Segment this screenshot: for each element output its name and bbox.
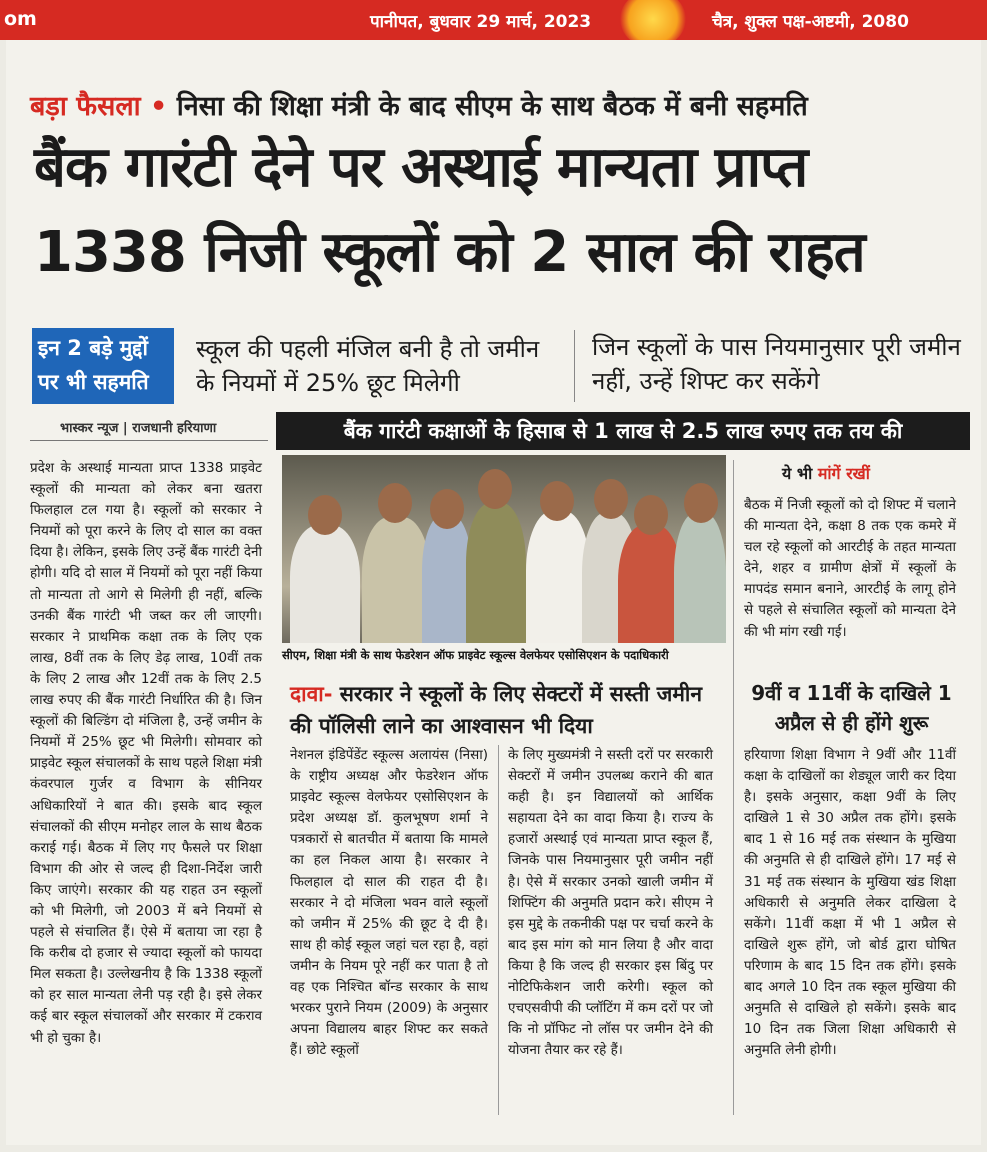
column-divider (498, 745, 499, 1115)
photo-figure-head (634, 495, 668, 535)
demands-heading (782, 462, 870, 484)
claim-story-text-2: के लिए मुख्यमंत्री ने सस्ती दरों पर सरकारी सेक्टरों में जमीन उपलब्ध कराने की बात कही है। इन विद्यालयों को आर्थिक सहायता देने का वादा किया है। राज्य के हजारों अस्थाई एवं मान्यता प्राप्त स्कूल हैं, जिनके पास नियमानुसार पूरी जमीन नहीं है। ऐसे में सरकार उनको खाली जमीन में शिफ्टिंग की अनुमति प्रदान करे। सीएम ने इस मुद्दे के तकनीकी पक्ष पर चर्चा करने के बाद इस मांग को मान लिया है और वादा किया है कि जल्द ही सरकार इस बिंदु पर नोटिफिकेशन जारी करेगी। स्कूल को एचएसवीपी की प्लॉटिंग में कम दरों पर जो कि नो प्रॉफिट नो लॉस पर जमीन देने की योजना तैयार कर रहे हैं। (508, 747, 713, 1059)
site-fragment: om (4, 8, 37, 30)
kicker-text: निसा की शिक्षा मंत्री के बाद सीएम के साथ बैठक में बनी सहमति (176, 91, 808, 122)
headline-line-2: 1338 निजी स्कूलों को 2 साल की राहत (34, 220, 865, 285)
masthead-bar (0, 0, 987, 40)
photo-figure (466, 503, 526, 643)
demands-heading-prefix: ये भी (782, 464, 813, 483)
admissions-text: हरियाणा शिक्षा विभाग ने 9वीं और 11वीं कक्षा के दाखिलों का शेड्यूल जारी कर दिया है। इसके अनुसार, कक्षा 9वीं के लिए दाखिले 1 से 30 अप्रैल तक होंगे। इसके बाद 1 से 16 मई तक संस्थान के मुखिया की अनुमति से ही दाखिले होंगे। 17 मई से 31 मई तक संस्थान के मुखिया खंड शिक्षा अधिकारी से अनुमति लेकर दाखिला दे सकेंगे। 11वीं कक्षा में भी 1 अप्रैल से दाखिले शुरू होंगे, जो बोर्ड द्वारा घोषित परिणाम के बाद 15 दिन तक होंगे। इसके बाद अगले 10 दिन तक स्कूल मुखिया की अनुमति से दाखिले हो सकेंगे। इसके बाद 10 दिन तक जिला शिक्षा अधिकारी से अनुमति लेनी होगी। (744, 747, 956, 1059)
tithi-date: चैत्र, शुक्ल पक्ष-अष्टमी, 2080 (712, 12, 909, 32)
demands-text: बैठक में निजी स्कूलों को दो शिफ्ट में चलाने की मान्यता देने, कक्षा 8 तक एक कमरे में चल रहे स्कूलों को आरटीई के तहत मान्यता देने, शहर व ग्रामीण क्षेत्रों में स्कूलों के मापदंड समान बनाने, आरटीई के लागू होने से पहले से संचालित स्कूलों को मान्यता देने की भी मांग रखी गई। (744, 497, 956, 640)
kicker-label: बड़ा फैसला (30, 91, 141, 122)
byline: भास्कर न्यूज | राजधानी हरियाणा (60, 421, 217, 436)
photo-figure-head (540, 481, 574, 521)
kicker (30, 86, 808, 123)
photo-figure (674, 513, 726, 643)
subhead-band: बैंक गारंटी कक्षाओं के हिसाब से 1 लाख से 2.5 लाख रुपए तक तय की (276, 412, 970, 450)
photo-figure (526, 511, 590, 643)
photo-figure (362, 517, 430, 643)
photo-caption: सीएम, शिक्षा मंत्री के साथ फेडरेशन ऑफ प्राइवेट स्कूल्स वेलफेयर एसोसिएशन के पदाधिकारी (282, 648, 669, 662)
photo-figure-head (684, 483, 718, 523)
agreement-box-line-2: पर भी सहमति (38, 370, 149, 394)
photo-figure-head (430, 489, 464, 529)
admissions-heading: 9वीं व 11वीं के दाखिले 1 अप्रैल से ही होंगे शुरू (751, 681, 952, 735)
photo-figure (290, 525, 360, 643)
main-story-text: प्रदेश के अस्थाई मान्यता प्राप्त 1338 प्राइवेट स्कूलों की मान्यता को लेकर बना खतरा फिलहाल टल गया है। स्कूलों को सरकार ने नियमों को पूरा करने के लिए दो साल का वक्त दिया है। लेकिन, इसके लिए उन्हें बैंक गारंटी देनी होगी। यदि दो साल में नियमों को पूरा नहीं किया तो मान्यता तो आगे से मिलेगी ही नहीं, बल्कि उनकी बैंक गारंटी भी जब्त कर ली जाएगी। सरकार ने प्राथमिक कक्षा तक के लिए एक लाख, 8वीं तक के लिए डेढ़ लाख, 10वीं तक के लिए 2 लाख और 12वीं तक के लिए 2.5 लाख रुपए की बैंक गारंटी निर्धारित की है। जिन स्कूलों की बिल्डिंग दो मंजिला है, उन्हें जमीन के नियमों में 25% छूट भी मिलेगी। सोमवार को प्राइवेट स्कूल संचालकों के साथ पहले शिक्षा मंत्री कंवरपाल गुर्जर व विभाग के सीनियर अधिकारियों ने बात की। इसके बाद स्कूल संचालकों की सीएम मनोहर लाल के साथ बैठक कराई गई। बैठक में लिए गए फैसले पर शिक्षा विभाग की ओर से जल्द ही दिशा-निर्देश जारी किए जाएंगे। सरकार की यह राहत उन स्कूलों को भी मिलेगी, जो 2003 में बने नियमों से पहले से संचालित हैं। ऐसे में बताया जा रहा है कि करीब दो हजार से ज्यादा स्कूलों को फायदा मिल सकता है। उल्लेखनीय है कि 1338 स्कूलों को हर साल मान्यता लेनी पड़ रही है। इसे लेकर कई बार स्कूल संचालकों और सरकार में टकराव भी हो चुका है। (30, 460, 262, 1046)
claim-heading (290, 678, 720, 742)
photo-figure-head (594, 479, 628, 519)
photo-figure (422, 515, 472, 643)
claim-text: सरकार ने स्कूलों के लिए सेक्टरों में सस्ती जमीन की पॉलिसी लाने का आश्वासन भी दिया (290, 682, 703, 738)
photo-figure-head (378, 483, 412, 523)
kicker-bullet: • (150, 91, 168, 122)
subhead-point-2: जिन स्कूलों के पास नियमानुसार पूरी जमीन नहीं, उन्हें शिफ्ट कर सकेंगे (592, 333, 961, 395)
claim-story-text-1: नेशनल इंडिपेंडेंट स्कूल्स अलायंस (निसा) के राष्ट्रीय अध्यक्ष और फेडरेशन ऑफ प्राइवेट स्कूल्स वेलफेयर एसोसिएशन के प्रदेश अध्यक्ष डॉ. कुलभूषण शर्मा ने पत्रकारों से बातचीत में बताया कि मामले का हल निकल आया है। सरकार ने फिलहाल दो साल की राहत दी है। सरकार ने दो मंजिला भवन वाले स्कूलों को जमीन में 25% की छूट दे दी है। साथ ही कोई स्कूल जहां चल रहा है, वहां जमीन के नियम पूरे नहीं कर पाता है तो वह एक निश्चित बॉन्ड सरकार के साथ भरकर पुराने नियम (2009) के अनुसार अपना विद्यालय बाहर शिफ्ट कर सकते हैं। छोटे स्कूलों (290, 747, 488, 1059)
photo-figure-head (308, 495, 342, 535)
headline-line-1: बैंक गारंटी देने पर अस्थाई मान्यता प्राप्त (34, 135, 808, 200)
divider (30, 440, 268, 441)
photo-figure-head (478, 469, 512, 509)
agreement-box-line-1: इन 2 बड़े मुद्दों (38, 336, 148, 360)
photo-figure (618, 525, 682, 643)
claim-label: दावा- (290, 682, 333, 706)
subhead-point-1: स्कूल की पहली मंजिल बनी है तो जमीन के नियमों में 25% छूट मिलेगी (196, 335, 540, 397)
column-divider (733, 460, 734, 1115)
dateline: पानीपत, बुधवार 29 मार्च, 2023 (370, 12, 592, 32)
agreement-box (32, 328, 174, 404)
demands-heading-highlight: मांगें रखीं (817, 464, 870, 483)
divider (574, 330, 575, 402)
news-photo (282, 455, 726, 643)
